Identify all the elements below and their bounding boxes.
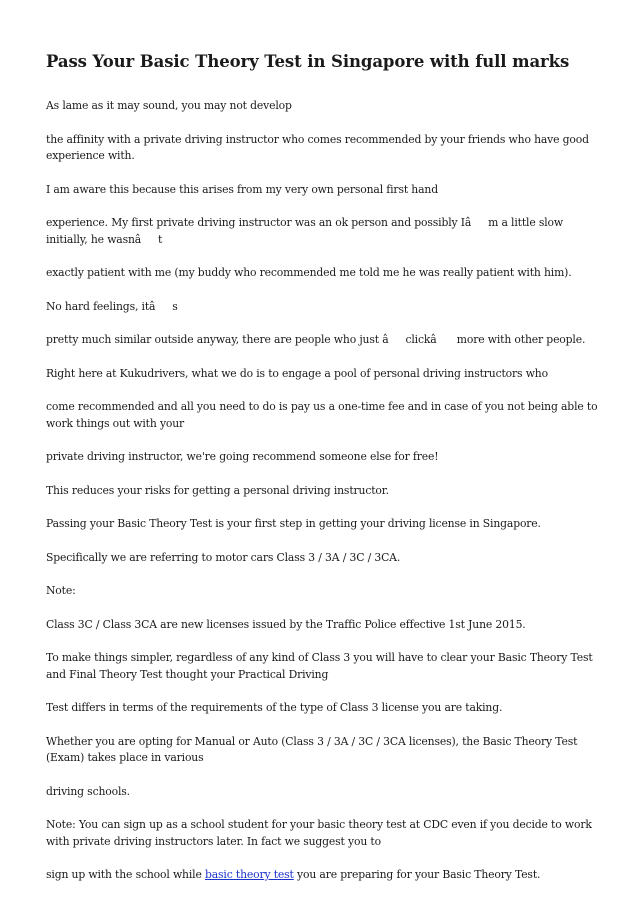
- paragraph: private driving instructor, we're going recommend someone else for free!: [46, 450, 439, 463]
- paragraph: pretty much similar outside anyway, there are people who just âclickâ more with other people.: [46, 333, 586, 346]
- paragraph: Specifically we are referring to motor cars Class 3 / 3A / 3C / 3CA.: [46, 550, 401, 564]
- paragraph: Class 3C / Class 3CA are new licenses issued by the Traffic Police effective 1st June 2015.: [46, 617, 526, 631]
- paragraph: Note: You can sign up as a school student for your basic theory test at CDC even if you decide to work with private driving instructors later. In fact we suggest you to: [46, 818, 592, 848]
- paragraph: To make things simpler, regardless of any kind of Class 3 you will have to clear your Basic Theory Test and Final Theory Test thought your Practical Driving: [46, 651, 593, 681]
- paragraph: Note:: [46, 584, 76, 597]
- paragraph: Test differs in terms of the requirements of the type of Class 3 license you are taking.: [46, 701, 503, 714]
- paragraph: I am aware this because this arises from my very own personal first hand: [46, 182, 438, 196]
- paragraph: come recommended and all you need to do is pay us a one-time fee and in case of you not being able to work things out with your: [46, 400, 598, 430]
- paragraph: Whether you are opting for Manual or Auto (Class 3 / 3A / 3C / 3CA licenses), the Basic Theory Test (Exam) takes place in various: [46, 734, 578, 764]
- paragraph: This reduces your risks for getting a personal driving instructor.: [46, 483, 389, 497]
- paragraph: experience. My first private driving instructor was an ok person and possibly Iâm a little slow initially, he wasnât: [46, 216, 564, 246]
- paragraph: exactly patient with me (my buddy who recommended me told me he was really patient with him).: [46, 266, 572, 279]
- basic-theory-test-link[interactable]: basic theory test: [204, 868, 294, 881]
- paragraph: No hard feelings, itâs: [46, 299, 178, 313]
- paragraph: the affinity with a private driving instructor who comes recommended by your friends who have good experience with.: [46, 132, 589, 162]
- paragraph: Passing your Basic Theory Test is your first step in getting your driving license in Singapore.: [46, 517, 541, 530]
- paragraph: driving schools.: [46, 784, 130, 798]
- page-title: Pass Your Basic Theory Test in Singapore with full marks: [46, 52, 570, 71]
- link-lead-text: sign up with the school while: [46, 868, 205, 881]
- paragraph: As lame as it may sound, you may not develop: [46, 99, 292, 112]
- paragraph-with-link: [46, 867, 598, 884]
- link-trail-text: you are preparing for your Basic Theory Test.: [293, 868, 541, 881]
- paragraph: Right here at Kukudrivers, what we do is to engage a pool of personal driving instructors who: [46, 366, 548, 380]
